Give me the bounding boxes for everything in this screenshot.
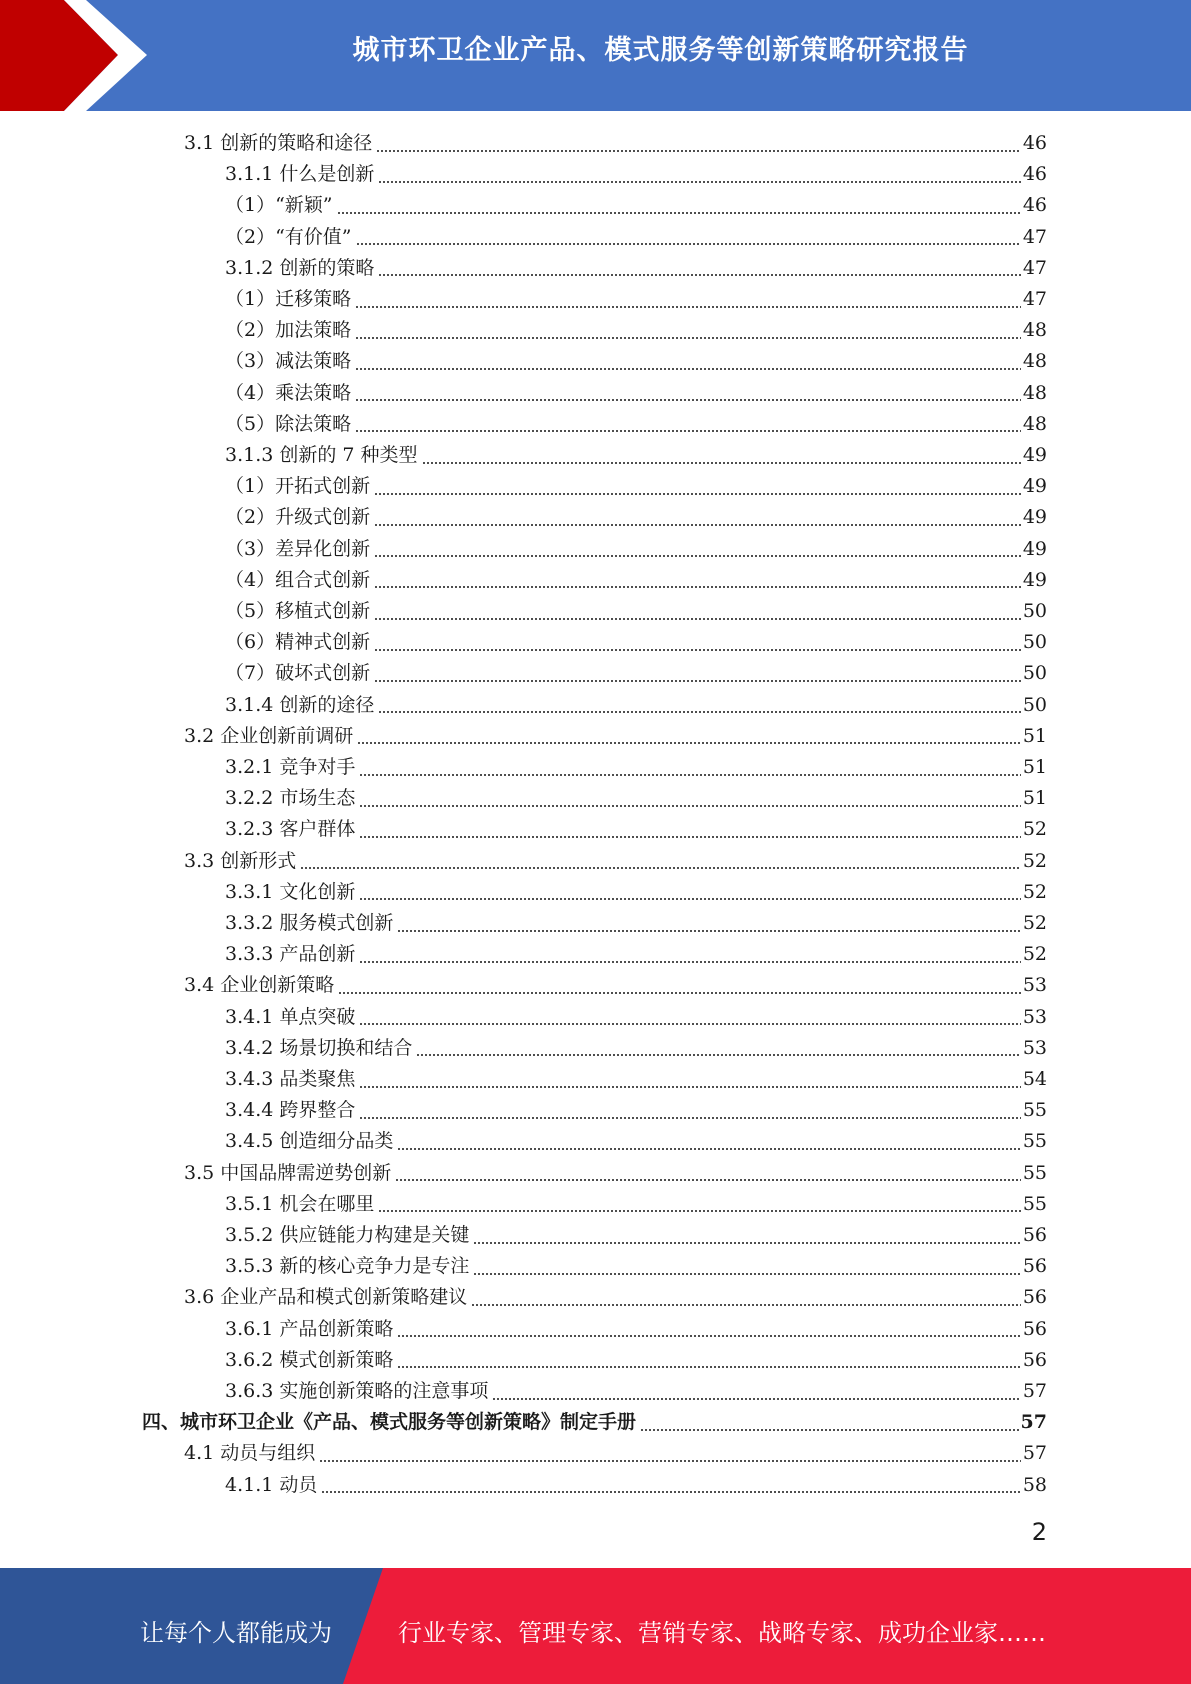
toc-entry-label: 3.5.1 机会在哪里 — [225, 1192, 375, 1215]
toc-dot-leader — [356, 243, 1021, 245]
toc-dot-leader — [355, 337, 1021, 339]
toc-entry[interactable] — [184, 846, 1047, 877]
toc-dot-leader — [397, 1366, 1020, 1368]
toc-dot-leader — [355, 306, 1021, 308]
toc-entry-page: 47 — [1022, 225, 1047, 248]
toc-entry-label: （5）移植式创新 — [225, 600, 371, 622]
toc-entry-page: 51 — [1022, 756, 1047, 778]
toc-entry-page: 47 — [1022, 256, 1047, 279]
toc-entry-label: 3.3.3 产品创新 — [225, 943, 356, 966]
toc-dot-leader — [378, 181, 1020, 183]
toc-entry-label: 3.6.2 模式创新策略 — [225, 1348, 394, 1371]
toc-entry[interactable] — [225, 783, 1047, 814]
toc-entry-page: 49 — [1022, 506, 1047, 529]
toc-dot-leader — [355, 430, 1021, 432]
toc-entry-label: 3.4.3 品类聚焦 — [225, 1068, 356, 1090]
toc-entry-label: 3.5 中国品牌需逆势创新 — [184, 1161, 392, 1184]
toc-dot-leader — [355, 368, 1021, 370]
toc-entry-label: 3.5.2 供应链能力构建是关键 — [225, 1224, 470, 1246]
toc-dot-leader — [359, 1086, 1020, 1088]
toc-dot-leader — [374, 524, 1021, 526]
toc-entry[interactable] — [184, 1158, 1047, 1189]
toc-entry[interactable] — [225, 752, 1047, 783]
toc-entry[interactable] — [225, 565, 1047, 596]
toc-entry-page: 57 — [1022, 1442, 1047, 1465]
toc-entry[interactable] — [225, 939, 1047, 970]
toc-entry-page: 57 — [1022, 1380, 1047, 1402]
toc-entry-label: 3.3.2 服务模式创新 — [225, 912, 394, 934]
toc-dot-leader — [471, 1304, 1021, 1306]
toc-dot-leader — [321, 1491, 1020, 1493]
toc-dot-leader — [397, 930, 1020, 932]
toc-entry-label: 3.1.1 什么是创新 — [225, 163, 375, 186]
toc-entry[interactable] — [225, 253, 1047, 284]
toc-dot-leader — [422, 462, 1021, 464]
toc-dot-leader — [374, 649, 1021, 651]
toc-entry-label: （6）精神式创新 — [225, 631, 371, 654]
toc-entry[interactable] — [225, 378, 1047, 409]
toc-entry-page: 52 — [1022, 849, 1047, 872]
toc-entry[interactable] — [225, 440, 1047, 471]
toc-entry[interactable] — [225, 1126, 1047, 1157]
toc-entry[interactable] — [225, 1189, 1047, 1220]
toc-entry[interactable] — [184, 970, 1047, 1001]
toc-entry-label: （5）除法策略 — [225, 412, 352, 435]
toc-entry-page: 48 — [1022, 381, 1047, 404]
toc-entry-page: 53 — [1022, 1005, 1047, 1028]
toc-entry-label: （1）“新颖” — [225, 194, 333, 217]
toc-entry-label: 3.3.1 文化创新 — [225, 880, 356, 903]
toc-dot-leader — [338, 992, 1021, 994]
toc-entry-page: 46 — [1022, 194, 1047, 217]
toc-dot-leader — [397, 1148, 1020, 1150]
toc-entry-label: （3）差异化创新 — [225, 537, 371, 560]
toc-entry-page: 56 — [1022, 1286, 1047, 1309]
toc-entry-page: 48 — [1022, 319, 1047, 342]
toc-entry-label: 3.3 创新形式 — [184, 849, 297, 872]
toc-entry-page: 46 — [1022, 132, 1047, 154]
toc-entry-page: 46 — [1022, 163, 1047, 186]
toc-entry[interactable] — [184, 1438, 1047, 1469]
toc-entry[interactable] — [225, 1095, 1047, 1126]
toc-entry[interactable] — [225, 690, 1047, 721]
toc-entry-label: 3.2.3 客户群体 — [225, 818, 356, 841]
toc-entry-label: 3.2.2 市场生态 — [225, 787, 356, 810]
toc-entry[interactable] — [225, 222, 1047, 253]
toc-entry-label: （4）乘法策略 — [225, 381, 352, 404]
toc-entry-label: 四、城市环卫企业《产品、模式服务等创新策略》制定手册 — [142, 1411, 637, 1434]
toc-dot-leader — [378, 274, 1020, 276]
toc-dot-leader — [374, 555, 1021, 557]
document-title: 城市环卫企业产品、模式服务等创新策略研究报告 — [352, 35, 969, 66]
toc-entry-label: 3.4.2 场景切换和结合 — [225, 1036, 413, 1059]
toc-dot-leader — [359, 1117, 1020, 1119]
toc-dot-leader — [473, 1273, 1020, 1275]
toc-entry-label: 3.6.1 产品创新策略 — [225, 1317, 394, 1340]
page-header — [0, 0, 1191, 111]
toc-entry-page: 50 — [1022, 631, 1047, 654]
toc-entry-page: 50 — [1022, 693, 1047, 716]
toc-entry-page: 48 — [1022, 412, 1047, 435]
toc-entry[interactable] — [225, 596, 1047, 627]
toc-entry-page: 56 — [1022, 1348, 1047, 1371]
toc-entry-page: 55 — [1022, 1130, 1047, 1153]
toc-entry-label: 3.6 企业产品和模式创新策略建议 — [184, 1286, 468, 1309]
toc-dot-leader — [374, 493, 1021, 495]
toc-dot-leader — [397, 1335, 1020, 1337]
toc-entry[interactable] — [225, 1033, 1047, 1064]
toc-entry-label: 3.1.3 创新的 7 种类型 — [225, 444, 418, 466]
toc-entry-label: （1）开拓式创新 — [225, 475, 371, 498]
toc-dot-leader — [378, 1210, 1020, 1212]
footer-slogan-left: 让每个人都能成为 — [140, 1619, 332, 1647]
toc-entry-page: 55 — [1022, 1161, 1047, 1184]
toc-entry[interactable] — [225, 1345, 1047, 1376]
toc-dot-leader — [359, 774, 1020, 776]
toc-entry[interactable] — [225, 190, 1047, 221]
toc-entry-page: 49 — [1022, 444, 1047, 466]
toc-entry[interactable] — [225, 814, 1047, 845]
toc-entry-label: 3.1 创新的策略和途径 — [184, 132, 373, 154]
toc-dot-leader — [374, 586, 1021, 588]
toc-entry-label: （7）破坏式创新 — [225, 662, 371, 685]
toc-dot-leader — [395, 1179, 1021, 1181]
toc-entry[interactable] — [225, 409, 1047, 440]
toc-dot-leader — [492, 1398, 1020, 1400]
toc-entry-page: 52 — [1022, 880, 1047, 903]
toc-entry[interactable] — [184, 721, 1047, 752]
page-footer — [0, 1568, 1191, 1684]
toc-dot-leader — [359, 898, 1020, 900]
toc-entry[interactable] — [225, 346, 1047, 377]
toc-entry[interactable] — [225, 877, 1047, 908]
toc-entry-label: 3.4 企业创新策略 — [184, 974, 335, 997]
toc-entry[interactable] — [142, 1407, 1047, 1438]
toc-entry-label: （2）加法策略 — [225, 319, 352, 342]
toc-entry-page: 51 — [1022, 787, 1047, 810]
toc-entry-page: 49 — [1022, 568, 1047, 591]
toc-dot-leader — [359, 961, 1020, 963]
toc-entry[interactable] — [225, 658, 1047, 689]
toc-entry-page: 56 — [1022, 1317, 1047, 1340]
toc-entry-page: 49 — [1022, 537, 1047, 560]
toc-dot-leader — [319, 1460, 1021, 1462]
toc-dot-leader — [374, 618, 1021, 620]
toc-dot-leader — [416, 1054, 1020, 1056]
toc-entry-page: 52 — [1022, 818, 1047, 841]
toc-entry[interactable] — [225, 534, 1047, 565]
toc-entry-page: 49 — [1022, 475, 1047, 498]
toc-entry[interactable] — [225, 1064, 1047, 1095]
toc-dot-leader — [355, 399, 1021, 401]
toc-entry[interactable] — [225, 1376, 1047, 1407]
toc-entry[interactable] — [225, 1220, 1047, 1251]
toc-entry-label: 3.6.3 实施创新策略的注意事项 — [225, 1380, 489, 1402]
toc-entry-label: （2）“有价值” — [225, 225, 352, 248]
toc-entry[interactable] — [225, 1314, 1047, 1345]
toc-entry-page: 53 — [1022, 1036, 1047, 1059]
toc-entry-page: 50 — [1022, 600, 1047, 622]
toc-entry-label: （3）减法策略 — [225, 350, 352, 373]
toc-entry-label: 4.1 动员与组织 — [184, 1442, 316, 1465]
toc-entry[interactable] — [225, 908, 1047, 939]
toc-entry-page: 54 — [1022, 1068, 1047, 1090]
toc-dot-leader — [337, 212, 1021, 214]
toc-entry-label: 3.5.3 新的核心竞争力是专注 — [225, 1255, 470, 1278]
toc-entry[interactable] — [225, 471, 1047, 502]
toc-dot-leader — [640, 1429, 1019, 1431]
toc-entry-label: 3.4.1 单点突破 — [225, 1005, 356, 1028]
toc-dot-leader — [473, 1242, 1020, 1244]
toc-entry-page: 51 — [1022, 724, 1047, 747]
toc-entry-label: 3.4.4 跨界整合 — [225, 1099, 356, 1122]
toc-dot-leader — [376, 150, 1021, 152]
toc-dot-leader — [359, 1023, 1020, 1025]
toc-dot-leader — [378, 711, 1020, 713]
toc-entry[interactable] — [225, 502, 1047, 533]
toc-entry-label: （1）迁移策略 — [225, 288, 352, 310]
toc-entry-label: （2）升级式创新 — [225, 506, 371, 529]
toc-entry[interactable] — [225, 284, 1047, 315]
toc-entry-page: 56 — [1022, 1224, 1047, 1246]
page-number: 2 — [1031, 1518, 1047, 1546]
toc-entry[interactable] — [225, 1002, 1047, 1033]
toc-entry-page: 55 — [1022, 1192, 1047, 1215]
toc-entry[interactable] — [225, 1251, 1047, 1282]
toc-entry[interactable] — [225, 627, 1047, 658]
toc-entry-page: 55 — [1022, 1099, 1047, 1122]
toc-entry-page: 53 — [1022, 974, 1047, 997]
toc-entry-page: 52 — [1022, 943, 1047, 966]
toc-entry-page: 56 — [1022, 1255, 1047, 1278]
toc-entry[interactable] — [225, 315, 1047, 346]
toc-dot-leader — [374, 680, 1021, 682]
toc-entry-label: 3.1.2 创新的策略 — [225, 256, 375, 279]
toc-entry[interactable] — [184, 128, 1047, 159]
toc-entry-label: 3.1.4 创新的途径 — [225, 693, 375, 716]
toc-entry-label: 4.1.1 动员 — [225, 1473, 318, 1496]
toc-entry-page: 52 — [1022, 912, 1047, 934]
toc-dot-leader — [300, 867, 1021, 869]
toc-entry[interactable] — [225, 159, 1047, 190]
toc-entry-page: 58 — [1022, 1473, 1047, 1496]
toc-entry-label: 3.2.1 竞争对手 — [225, 756, 356, 778]
toc-entry-page: 57 — [1020, 1411, 1047, 1434]
toc-entry-label: （4）组合式创新 — [225, 568, 371, 591]
toc-entry[interactable] — [225, 1470, 1047, 1501]
toc-dot-leader — [359, 805, 1020, 807]
toc-dot-leader — [359, 836, 1020, 838]
toc-entry-page: 50 — [1022, 662, 1047, 685]
toc-entry[interactable] — [184, 1282, 1047, 1313]
toc-entry-label: 3.4.5 创造细分品类 — [225, 1130, 394, 1153]
toc-entry-label: 3.2 企业创新前调研 — [184, 724, 354, 747]
toc-entry-page: 47 — [1022, 288, 1047, 310]
toc-dot-leader — [357, 742, 1021, 744]
toc-entry-page: 48 — [1022, 350, 1047, 373]
footer-slogan-right: 行业专家、管理专家、营销专家、战略专家、成功企业家…… — [398, 1619, 1046, 1647]
